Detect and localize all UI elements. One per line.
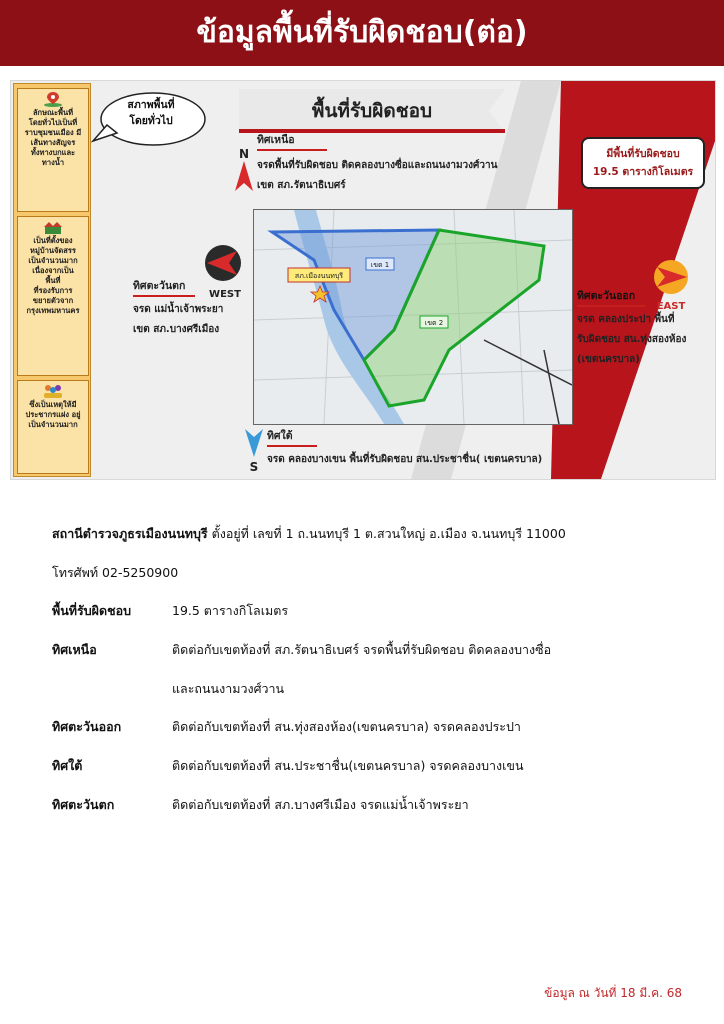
svg-text:N: N	[238, 147, 250, 161]
houses-icon	[42, 219, 64, 235]
map-zone1-label: เขต 1	[370, 261, 390, 269]
north-label: ทิศเหนือ	[257, 134, 295, 146]
page-title: ข้อมูลพื้นที่รับผิดชอบ(ต่อ)	[196, 15, 528, 50]
row-north-value-2: และถนนงามวงศ์วาน	[172, 681, 285, 696]
north-line1: จรดพื้นที่รับผิดชอบ ติดคลองบางซื่อและถนนงามวงศ์วาน	[257, 160, 498, 171]
east-underline	[577, 305, 645, 307]
north-line2: เขต สภ.รัตนาธิเบศร์	[257, 180, 346, 191]
west-line2: เขต สภ.บางศรีเมือง	[133, 324, 220, 335]
area-map	[253, 209, 573, 425]
map-station-label: สภ.เมืองนนทบุรี	[294, 272, 344, 280]
row-west-label: ทิศตะวันตก	[52, 797, 115, 812]
area-box	[581, 137, 705, 189]
west-line1: จรด แม่น้ำเจ้าพระยา	[133, 304, 224, 315]
map-zone2-label: เขต 2	[424, 319, 444, 327]
east-line3: (เขตนครบาล)	[577, 354, 640, 365]
west-compass-icon	[203, 243, 247, 299]
east-line2: รับผิดชอบ สน.ทุ่งสองห้อง	[577, 334, 687, 345]
station-name: สถานีตำรวจภูธรเมืองนนทบุรี	[52, 526, 208, 541]
people-icon	[42, 383, 64, 399]
map-pin-icon	[42, 91, 64, 107]
area-box-line1: มีพื้นที่รับผิดชอบ	[606, 148, 680, 160]
north-compass-icon	[233, 147, 255, 193]
south-line1: จรด คลองบางเขน พื้นที่รับผิดชอบ สน.ประชาชื่น( เขตนครบาล)	[267, 454, 543, 465]
row-south-value: ติดต่อกับเขตท้องที่ สน.ประชาชื่น(เขตนครบาล) จรดคลองบางเขน	[172, 758, 524, 773]
west-label: ทิศตะวันตก	[133, 280, 186, 292]
row-north-label: ทิศเหนือ	[52, 642, 97, 657]
south-compass-icon	[243, 427, 265, 473]
south-underline	[267, 445, 317, 447]
row-north-value: ติดต่อกับเขตท้องที่ สภ.รัตนาธิเบศร์ จรดพื้นที่รับผิดชอบ ติดคลองบางซื่อ	[172, 642, 552, 657]
bubble-text: สภาพพื้นที่ โดยทั่วไป	[127, 99, 175, 127]
footer-date: ข้อมูล ณ วันที่ 18 มี.ค. 68	[544, 986, 682, 1000]
south-label: ทิศใต้	[267, 430, 293, 442]
row-area-label: พื้นที่รับผิดชอบ	[52, 603, 132, 618]
sidebar-box-terrain	[17, 88, 89, 212]
sidebar-box-housing	[17, 216, 89, 376]
north-underline	[257, 149, 327, 151]
sidebar-text-housing: เป็นที่ตั้งของ หมู่บ้านจัดสรร เป็นจำนวนมาก เนื่องจากเป็น พื้นที่ ที่รองรับการ ขยายตัวจาก กรุงเทพมหานคร	[26, 236, 80, 315]
sidebar-text-terrain: ลักษณะพื้นที่ โดยทั่วไปเป็นที่ ราบชุมชนเมือง มี เส้นทางสัญจร ทั้งทางบกและ ทางน้ำ	[24, 108, 82, 167]
infographic-panel	[10, 80, 716, 480]
area-box-line2: 19.5 ตารางกิโลเมตร	[592, 166, 694, 178]
south-letter: S	[249, 460, 259, 473]
sidebar-box-population	[17, 380, 89, 474]
row-west-value: ติดต่อกับเขตท้องที่ สภ.บางศรีเมือง จรดแม่น้ำเจ้าพระยา	[172, 797, 469, 812]
station-address: ตั้งอยู่ที่ เลขที่ 1 ถ.นนทบุรี 1 ต.สวนใหญ่ อ.เมือง จ.นนทบุรี 11000	[211, 526, 566, 541]
east-label: ทิศตะวันออก	[577, 290, 636, 302]
station-address-line	[52, 524, 566, 544]
row-area-value: 19.5 ตารางกิโลเมตร	[172, 603, 289, 618]
row-east-label: ทิศตะวันออก	[52, 719, 122, 734]
east-compass-icon	[645, 259, 695, 315]
row-east-value: ติดต่อกับเขตท้องที่ สน.ทุ่งสองห้อง(เขตนครบาล) จรดคลองประปา	[172, 719, 521, 734]
station-phone: โทรศัพท์ 02-5250900	[52, 565, 179, 580]
east-line1: จรด คลองประปา พื้นที่	[577, 314, 675, 325]
sidebar-text-population: ซึ่งเป็นเหตุให้มี ประชากรแฝง อยู่ เป็นจำนวนมาก	[25, 400, 81, 429]
east-letter: EAST	[656, 301, 686, 312]
title-banner: พื้นที่รับผิดชอบ	[311, 100, 433, 122]
sidebar	[13, 83, 91, 477]
west-letter: WEST	[209, 289, 241, 299]
row-south-label: ทิศใต้	[52, 758, 83, 773]
west-underline	[133, 295, 195, 297]
